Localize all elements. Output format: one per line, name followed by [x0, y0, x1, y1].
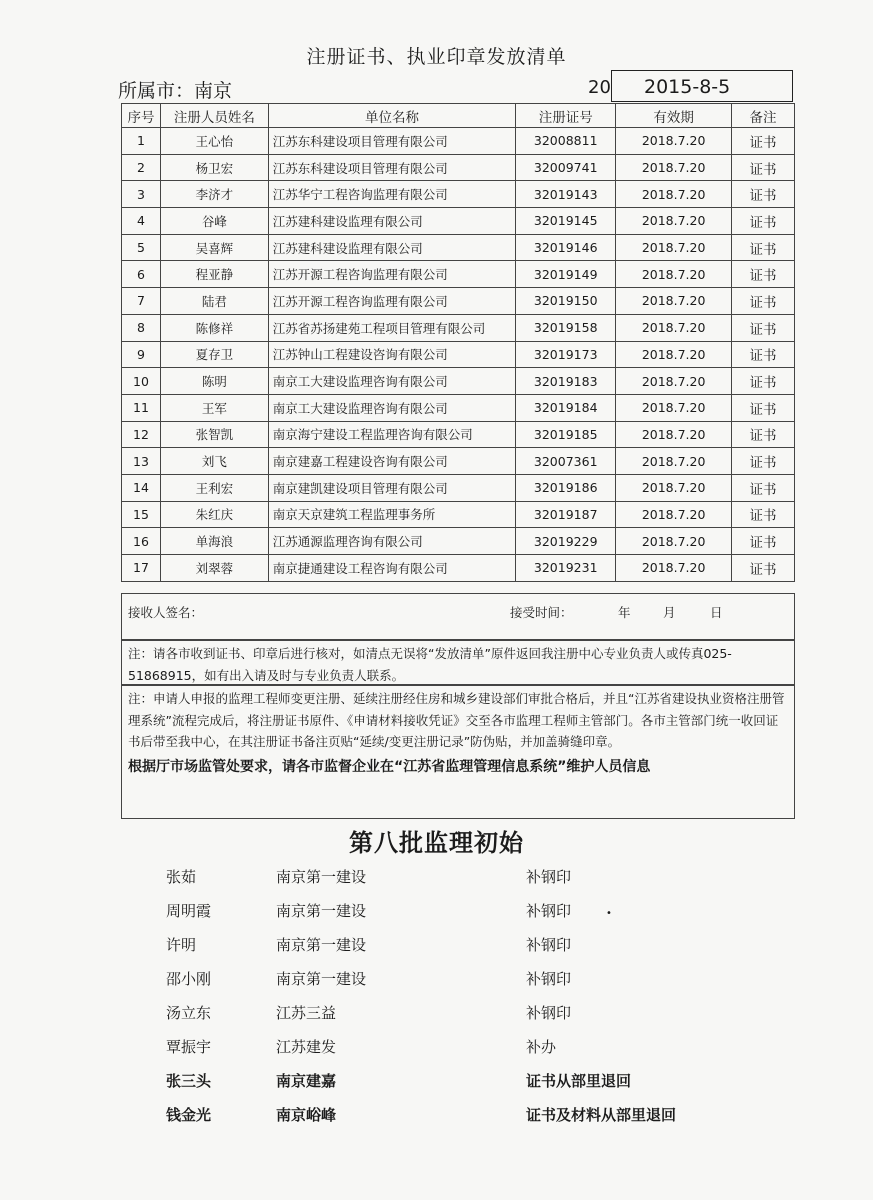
note-cell: 证书 — [732, 501, 795, 528]
handwritten-entry — [0, 900, 873, 930]
note-cell: 证书 — [732, 234, 795, 261]
entry-action: 补钢印 — [526, 1004, 572, 1022]
entry-unit: 南京第一建设 — [276, 936, 367, 954]
table-row — [122, 154, 795, 181]
cert-number: 32019149 — [516, 261, 616, 288]
cert-number: 32019186 — [516, 474, 616, 501]
person-name: 刘飞 — [160, 448, 268, 475]
valid-until: 2018.7.20 — [616, 421, 732, 448]
valid-until: 2018.7.20 — [616, 128, 732, 155]
table-row — [122, 394, 795, 421]
ink-dot: • — [606, 908, 612, 919]
unit-name: 南京天京建筑工程监理事务所 — [268, 501, 516, 528]
unit-name: 江苏开源工程咨询监理有限公司 — [268, 261, 516, 288]
person-name: 陆君 — [160, 288, 268, 315]
receipt-section — [121, 593, 795, 640]
unit-name: 江苏钟山工程建设咨询有限公司 — [268, 341, 516, 368]
note-cell: 证书 — [732, 181, 795, 208]
table-row — [122, 421, 795, 448]
table-row — [122, 314, 795, 341]
person-name: 陈修祥 — [160, 314, 268, 341]
valid-until: 2018.7.20 — [616, 314, 732, 341]
valid-until: 2018.7.20 — [616, 555, 732, 582]
unit-name: 南京建凯建设项目管理有限公司 — [268, 474, 516, 501]
column-header-cert-no: 注册证号 — [516, 104, 616, 128]
valid-until: 2018.7.20 — [616, 368, 732, 395]
column-header-index: 序号 — [122, 104, 161, 128]
note-cell: 证书 — [732, 288, 795, 315]
unit-name: 江苏东科建设项目管理有限公司 — [268, 128, 516, 155]
unit-name: 南京工大建设监理咨询有限公司 — [268, 394, 516, 421]
person-name: 杨卫宏 — [160, 154, 268, 181]
entry-name: 汤立东 — [166, 1004, 212, 1022]
note-cell: 证书 — [732, 394, 795, 421]
note-cell: 证书 — [732, 474, 795, 501]
row-index: 2 — [122, 154, 161, 181]
row-index: 6 — [122, 261, 161, 288]
entry-unit: 南京峪峰 — [276, 1106, 337, 1124]
cert-number: 32019183 — [516, 368, 616, 395]
entry-unit: 南京第一建设 — [276, 970, 367, 988]
handwritten-entry — [0, 1036, 873, 1066]
valid-until: 2018.7.20 — [616, 501, 732, 528]
note-cell: 证书 — [732, 421, 795, 448]
table-row — [122, 528, 795, 555]
cert-number: 32019173 — [516, 341, 616, 368]
cert-number: 32008811 — [516, 128, 616, 155]
unit-name: 江苏通源监理咨询有限公司 — [268, 528, 516, 555]
table-row — [122, 234, 795, 261]
table-row — [122, 261, 795, 288]
row-index: 15 — [122, 501, 161, 528]
row-index: 10 — [122, 368, 161, 395]
entry-action: 补钢印 — [526, 970, 572, 988]
entry-action: 补钢印 — [526, 868, 572, 886]
entry-unit: 江苏建发 — [276, 1038, 337, 1056]
entry-name: 张三头 — [166, 1072, 212, 1090]
handwritten-entry — [0, 1104, 873, 1134]
entry-unit: 南京建嘉 — [276, 1072, 337, 1090]
column-header-unit: 单位名称 — [268, 104, 516, 128]
person-name: 夏存卫 — [160, 341, 268, 368]
valid-until: 2018.7.20 — [616, 181, 732, 208]
valid-until: 2018.7.20 — [616, 474, 732, 501]
cert-number: 32019184 — [516, 394, 616, 421]
table-row — [122, 368, 795, 395]
person-name: 陈明 — [160, 368, 268, 395]
valid-until: 2018.7.20 — [616, 234, 732, 261]
cert-number: 32019229 — [516, 528, 616, 555]
unit-name: 江苏省苏扬建苑工程项目管理有限公司 — [268, 314, 516, 341]
entry-action: 补钢印 — [526, 902, 572, 920]
entry-name: 张茹 — [166, 868, 197, 886]
handwritten-entry — [0, 1002, 873, 1032]
valid-until: 2018.7.20 — [616, 261, 732, 288]
batch-title: 第八批监理初始 — [349, 828, 524, 857]
note-cell: 证书 — [732, 368, 795, 395]
person-name: 王军 — [160, 394, 268, 421]
valid-until: 2018.7.20 — [616, 528, 732, 555]
month-label: 月 — [663, 605, 676, 620]
person-name: 谷峰 — [160, 208, 268, 235]
unit-name: 江苏东科建设项目管理有限公司 — [268, 154, 516, 181]
person-name: 王心怡 — [160, 128, 268, 155]
note-verify: 注：请各市收到证书、印章后进行核对，如清点无误将“发放清单”原件返回我注册中心专业负责人或传真025-51868915，如有出入请及时与专业负责人联系。 — [121, 640, 795, 685]
cert-number: 32019187 — [516, 501, 616, 528]
note-cell: 证书 — [732, 448, 795, 475]
row-index: 8 — [122, 314, 161, 341]
table-row — [122, 474, 795, 501]
person-name: 朱红庆 — [160, 501, 268, 528]
row-index: 7 — [122, 288, 161, 315]
entry-name: 钱金光 — [166, 1106, 212, 1124]
table-header-row — [122, 104, 795, 128]
table-row — [122, 448, 795, 475]
day-label: 日 — [710, 605, 723, 620]
note-procedure-text: 注：申请人申报的监理工程师变更注册、延续注册经住房和城乡建设部们审批合格后，并且“江苏省建设执业资格注册管理系统”流程完成后，将注册证书原件、《申请材料接收凭证》交至各市监理工程师主管部门。各市主管部门统一收回证书后带至我中心，在其注册证书备注页贴“延续/变更注册记录”防伪贴，并加盖骑缝印章。 — [128, 691, 785, 749]
row-index: 16 — [122, 528, 161, 555]
unit-name: 江苏建科建设监理有限公司 — [268, 234, 516, 261]
city-label: 所属市：南京 — [118, 80, 233, 102]
issuance-table — [121, 103, 795, 582]
cert-number: 32019231 — [516, 555, 616, 582]
entry-name: 周明霞 — [166, 902, 212, 920]
entry-unit: 江苏三益 — [276, 1004, 337, 1022]
row-index: 14 — [122, 474, 161, 501]
entry-name: 覃振宇 — [166, 1038, 212, 1056]
note-cell: 证书 — [732, 154, 795, 181]
person-name: 王利宏 — [160, 474, 268, 501]
table-row — [122, 128, 795, 155]
entry-name: 邵小刚 — [166, 970, 212, 988]
column-header-name: 注册人员姓名 — [160, 104, 268, 128]
handwritten-entry — [0, 1070, 873, 1100]
table-row — [122, 288, 795, 315]
valid-until: 2018.7.20 — [616, 394, 732, 421]
table-row — [122, 341, 795, 368]
entry-action: 补钢印 — [526, 936, 572, 954]
person-name: 吴喜辉 — [160, 234, 268, 261]
row-index: 5 — [122, 234, 161, 261]
handwritten-entry — [0, 866, 873, 896]
row-index: 11 — [122, 394, 161, 421]
row-index: 17 — [122, 555, 161, 582]
valid-until: 2018.7.20 — [616, 288, 732, 315]
note-cell: 证书 — [732, 261, 795, 288]
cert-number: 32019143 — [516, 181, 616, 208]
unit-name: 南京海宁建设工程监理咨询有限公司 — [268, 421, 516, 448]
row-index: 9 — [122, 341, 161, 368]
table-row — [122, 555, 795, 582]
table-row — [122, 181, 795, 208]
cert-number: 32007361 — [516, 448, 616, 475]
note-cell: 证书 — [732, 128, 795, 155]
year-prefix: 20 — [588, 77, 611, 98]
person-name: 张智凯 — [160, 421, 268, 448]
entry-name: 许明 — [166, 936, 197, 954]
note-cell: 证书 — [732, 314, 795, 341]
entry-action: 补办 — [526, 1038, 557, 1056]
year-label: 年 — [618, 605, 631, 620]
row-index: 1 — [122, 128, 161, 155]
valid-until: 2018.7.20 — [616, 208, 732, 235]
person-name: 程亚静 — [160, 261, 268, 288]
unit-name: 南京捷通建设工程咨询有限公司 — [268, 555, 516, 582]
row-index: 3 — [122, 181, 161, 208]
unit-name: 江苏建科建设监理有限公司 — [268, 208, 516, 235]
note-procedure — [121, 685, 795, 819]
handwritten-entry — [0, 934, 873, 964]
note-cell: 证书 — [732, 528, 795, 555]
unit-name: 江苏华宁工程咨询监理有限公司 — [268, 181, 516, 208]
entry-action: 证书及材料从部里退回 — [526, 1106, 677, 1124]
cert-number: 32019158 — [516, 314, 616, 341]
unit-name: 江苏开源工程咨询监理有限公司 — [268, 288, 516, 315]
person-name: 李济才 — [160, 181, 268, 208]
row-index: 13 — [122, 448, 161, 475]
note-system-requirement: 根据厅市场监管处要求，请各市监督企业在“江苏省监理管理信息系统”维护人员信息 — [128, 758, 651, 775]
cert-number: 32019185 — [516, 421, 616, 448]
entry-unit: 南京第一建设 — [276, 868, 367, 886]
valid-until: 2018.7.20 — [616, 448, 732, 475]
cert-number: 32019145 — [516, 208, 616, 235]
valid-until: 2018.7.20 — [616, 154, 732, 181]
cert-number: 32019150 — [516, 288, 616, 315]
document-title: 注册证书、执业印章发放清单 — [306, 46, 567, 68]
receive-time-label: 接受时间： — [510, 605, 573, 620]
column-header-note: 备注 — [732, 104, 795, 128]
person-name: 刘翠蓉 — [160, 555, 268, 582]
person-name: 单海浪 — [160, 528, 268, 555]
note-cell: 证书 — [732, 208, 795, 235]
column-header-validity: 有效期 — [616, 104, 732, 128]
entry-action: 证书从部里退回 — [526, 1072, 632, 1090]
unit-name: 南京工大建设监理咨询有限公司 — [268, 368, 516, 395]
note-cell: 证书 — [732, 555, 795, 582]
handwritten-entry — [0, 968, 873, 998]
table-row — [122, 501, 795, 528]
cert-number: 32009741 — [516, 154, 616, 181]
note-cell: 证书 — [732, 341, 795, 368]
handwritten-date: 2015-8-5 — [611, 70, 793, 102]
entry-unit: 南京第一建设 — [276, 902, 367, 920]
signer-label: 接收人签名： — [128, 605, 204, 620]
row-index: 12 — [122, 421, 161, 448]
valid-until: 2018.7.20 — [616, 341, 732, 368]
table-row — [122, 208, 795, 235]
row-index: 4 — [122, 208, 161, 235]
unit-name: 南京建嘉工程建设咨询有限公司 — [268, 448, 516, 475]
cert-number: 32019146 — [516, 234, 616, 261]
